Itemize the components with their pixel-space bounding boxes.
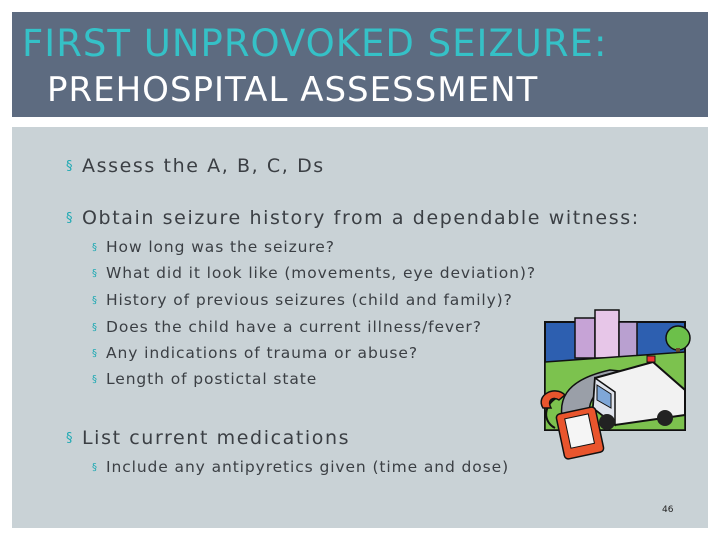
bullet-marker: §	[92, 242, 98, 253]
page-number: 46	[662, 505, 674, 515]
bullet-text: Obtain seizure history from a dependable witness:	[82, 207, 640, 229]
bullet-marker: §	[66, 431, 75, 446]
sub-bullet-text: Include any antipyretics given (time and dose)	[106, 458, 510, 476]
bullet-marker: §	[66, 159, 75, 174]
sub-bullet-item	[92, 291, 513, 309]
bullet-marker: §	[92, 462, 98, 473]
sub-bullet-text: Any indications of trauma or abuse?	[106, 344, 418, 362]
bullet-text: Assess the A, B, C, Ds	[82, 155, 325, 177]
sub-bullet-item	[92, 264, 536, 282]
slide-title-line1: FIRST UNPROVOKED SEIZURE:	[22, 22, 608, 65]
bullet-marker: §	[92, 268, 98, 279]
bullet-item	[66, 427, 350, 449]
bullet-marker: §	[92, 295, 98, 306]
sub-bullet-text: How long was the seizure?	[106, 238, 335, 256]
sub-bullet-text: Does the child have a current illness/fever?	[106, 318, 482, 336]
bullet-text: List current medications	[82, 427, 351, 449]
bullet-marker: §	[92, 374, 98, 385]
building-icon	[575, 318, 595, 358]
bullet-marker: §	[92, 348, 98, 359]
tree-icon	[666, 326, 690, 350]
ambulance-phone-clipart	[535, 300, 695, 470]
sub-bullet-text: History of previous seizures (child and family)?	[106, 291, 513, 309]
sub-bullet-item	[92, 318, 482, 336]
bullet-item	[66, 155, 325, 177]
sub-bullet-text: Length of postictal state	[106, 370, 318, 388]
building-icon	[619, 322, 637, 358]
sub-bullet-text: What did it look like (movements, eye deviation)?	[106, 264, 536, 282]
sub-bullet-item	[92, 458, 509, 476]
sub-bullet-item	[92, 238, 335, 256]
bullet-item	[66, 207, 640, 229]
sub-bullet-item	[92, 344, 418, 362]
bullet-marker: §	[92, 322, 98, 333]
slide-title-line2: PREHOSPITAL ASSESSMENT	[47, 70, 539, 110]
bullet-marker: §	[66, 211, 75, 226]
building-icon	[595, 310, 619, 358]
sub-bullet-item	[92, 370, 317, 388]
